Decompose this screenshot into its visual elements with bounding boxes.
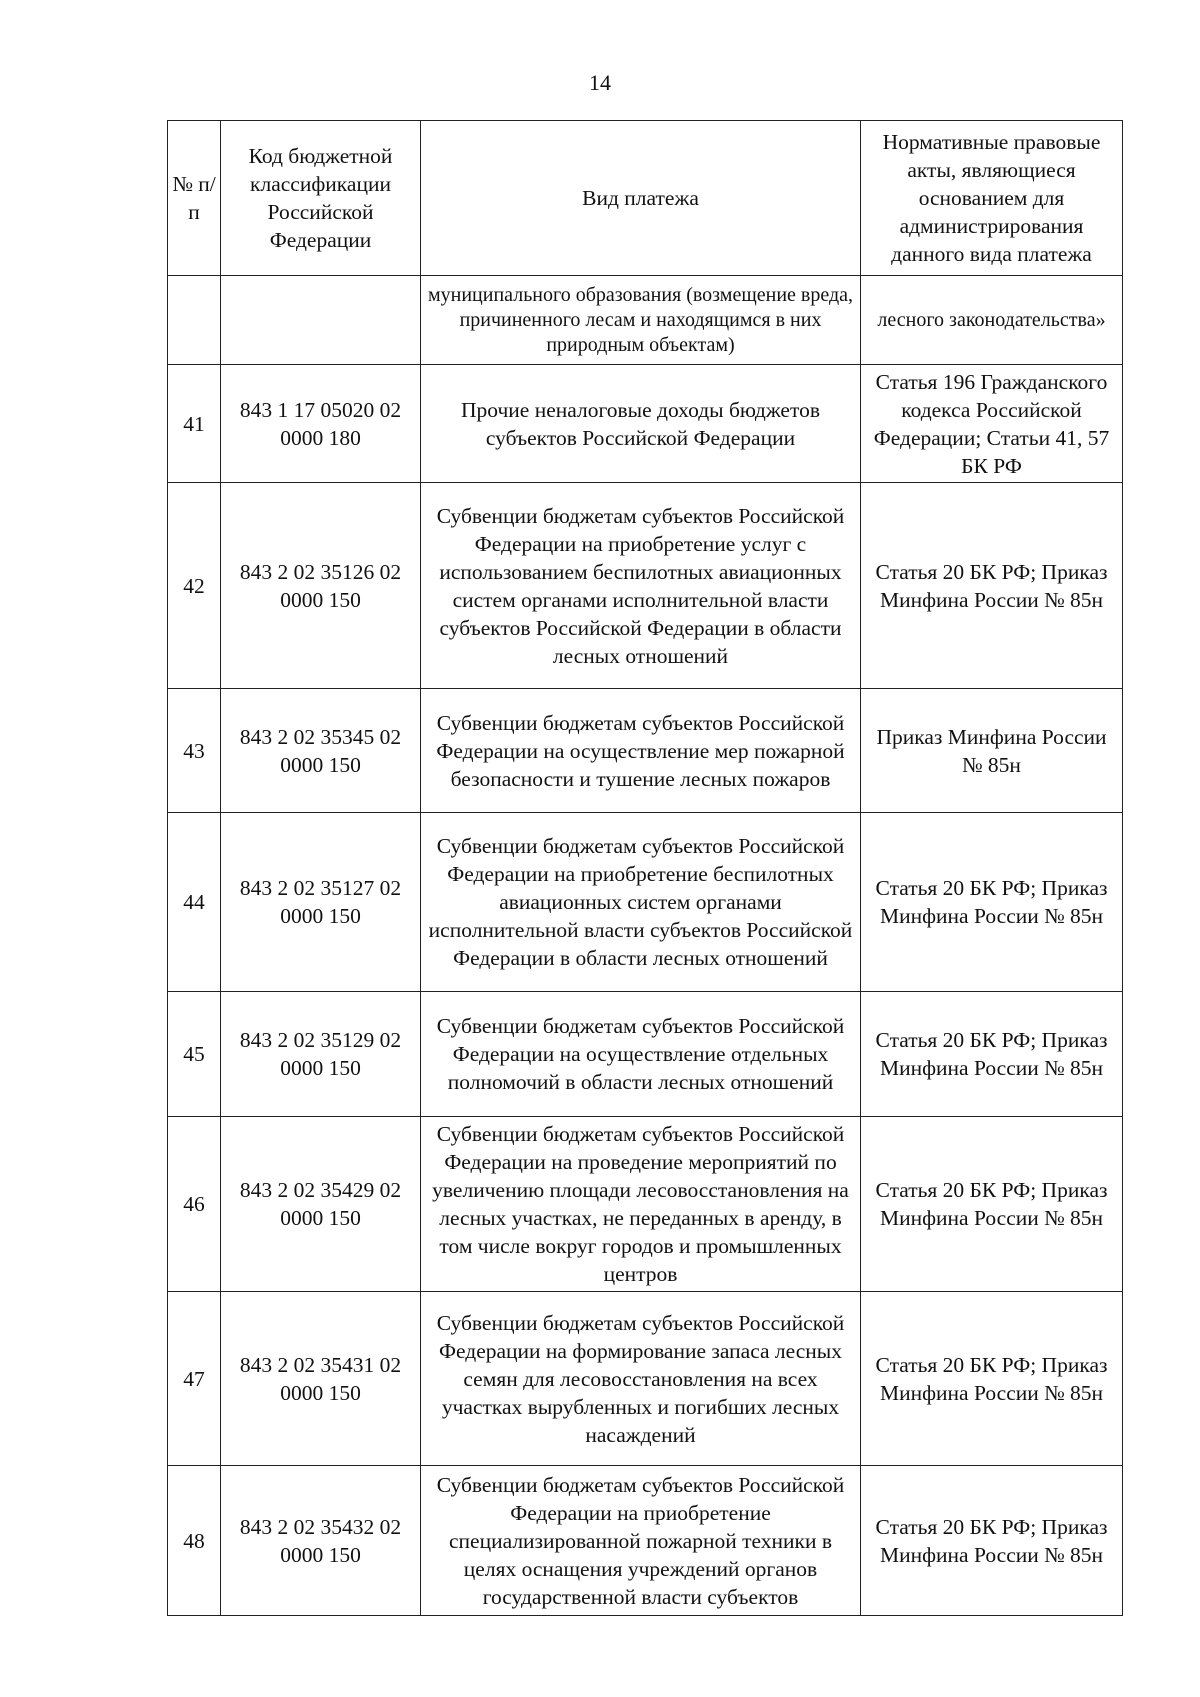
cell-num: 43 [168, 689, 221, 813]
table-row [168, 365, 1123, 483]
table-row [168, 1117, 1123, 1292]
header-code: Код бюджетной классификации Российской Федерации [221, 121, 421, 276]
cell-acts: Статья 20 БК РФ; Приказ Минфина России № 85н [861, 1466, 1123, 1616]
header-acts: Нормативные правовые акты, являющиеся основанием для администрирования данного вида платежа [861, 121, 1123, 276]
table-row [168, 1466, 1123, 1616]
cell-num: 46 [168, 1117, 221, 1292]
cell-code: 843 2 02 35127 02 0000 150 [221, 813, 421, 992]
table-header-row [168, 121, 1123, 276]
cell-num: 47 [168, 1292, 221, 1466]
cell-num: 44 [168, 813, 221, 992]
table-row [168, 483, 1123, 689]
cell-num: 42 [168, 483, 221, 689]
payments-table [167, 120, 1123, 1616]
cell-code: 843 2 02 35126 02 0000 150 [221, 483, 421, 689]
cell-type: Субвенции бюджетам субъектов Российской Федерации на осуществление отдельных полномочий в области лесных отношений [421, 992, 861, 1117]
continuation-row [168, 276, 1123, 365]
cell-acts: Статья 20 БК РФ; Приказ Минфина России № 85н [861, 813, 1123, 992]
table-row [168, 813, 1123, 992]
table-row [168, 689, 1123, 813]
cell-num: 45 [168, 992, 221, 1117]
cell-type: Прочие неналоговые доходы бюджетов субъектов Российской Федерации [421, 365, 861, 483]
cell-acts: Статья 20 БК РФ; Приказ Минфина России № 85н [861, 1117, 1123, 1292]
cell-num [168, 276, 221, 365]
cell-acts: Статья 20 БК РФ; Приказ Минфина России № 85н [861, 1292, 1123, 1466]
header-num: № п/п [168, 121, 221, 276]
cell-type: Субвенции бюджетам субъектов Российской Федерации на формирование запаса лесных семян для лесовосстановления на всех участках вырубленных и погибших лесных насаждений [421, 1292, 861, 1466]
table-row [168, 992, 1123, 1117]
cell-code: 843 2 02 35129 02 0000 150 [221, 992, 421, 1117]
table-row [168, 1292, 1123, 1466]
cell-code: 843 2 02 35345 02 0000 150 [221, 689, 421, 813]
cell-acts: лесного законодательства» [861, 276, 1123, 365]
cell-code: 843 2 02 35431 02 0000 150 [221, 1292, 421, 1466]
cell-acts: Приказ Минфина России № 85н [861, 689, 1123, 813]
cell-code [221, 276, 421, 365]
cell-type: Субвенции бюджетам субъектов Российской Федерации на приобретение услуг с использованием беспилотных авиационных систем органами исполнительной власти субъектов Российской Федерации в области лесных отношений [421, 483, 861, 689]
cell-type: муниципального образования (возмещение вреда, причиненного лесам и находящимся в них природным объектам) [421, 276, 861, 365]
header-type: Вид платежа [421, 121, 861, 276]
cell-type: Субвенции бюджетам субъектов Российской Федерации на приобретение беспилотных авиационных систем органами исполнительной власти субъектов Российской Федерации в области лесных отношений [421, 813, 861, 992]
cell-type: Субвенции бюджетам субъектов Российской Федерации на приобретение специализированной пожарной техники в целях оснащения учреждений органов государственной власти субъектов [421, 1466, 861, 1616]
cell-code: 843 2 02 35429 02 0000 150 [221, 1117, 421, 1292]
cell-num: 41 [168, 365, 221, 483]
cell-code: 843 1 17 05020 02 0000 180 [221, 365, 421, 483]
cell-num: 48 [168, 1466, 221, 1616]
cell-acts: Статья 20 БК РФ; Приказ Минфина России № 85н [861, 992, 1123, 1117]
cell-type: Субвенции бюджетам субъектов Российской Федерации на осуществление мер пожарной безопасности и тушение лесных пожаров [421, 689, 861, 813]
page-number: 14 [589, 70, 611, 95]
cell-type: Субвенции бюджетам субъектов Российской Федерации на проведение мероприятий по увеличению площади лесовосстановления на лесных участках, не переданных в аренду, в том числе вокруг городов и промышленных центров [421, 1117, 861, 1292]
cell-acts: Статья 20 БК РФ; Приказ Минфина России № 85н [861, 483, 1123, 689]
cell-acts: Статья 196 Гражданского кодекса Российской Федерации; Статьи 41, 57 БК РФ [861, 365, 1123, 483]
cell-code: 843 2 02 35432 02 0000 150 [221, 1466, 421, 1616]
